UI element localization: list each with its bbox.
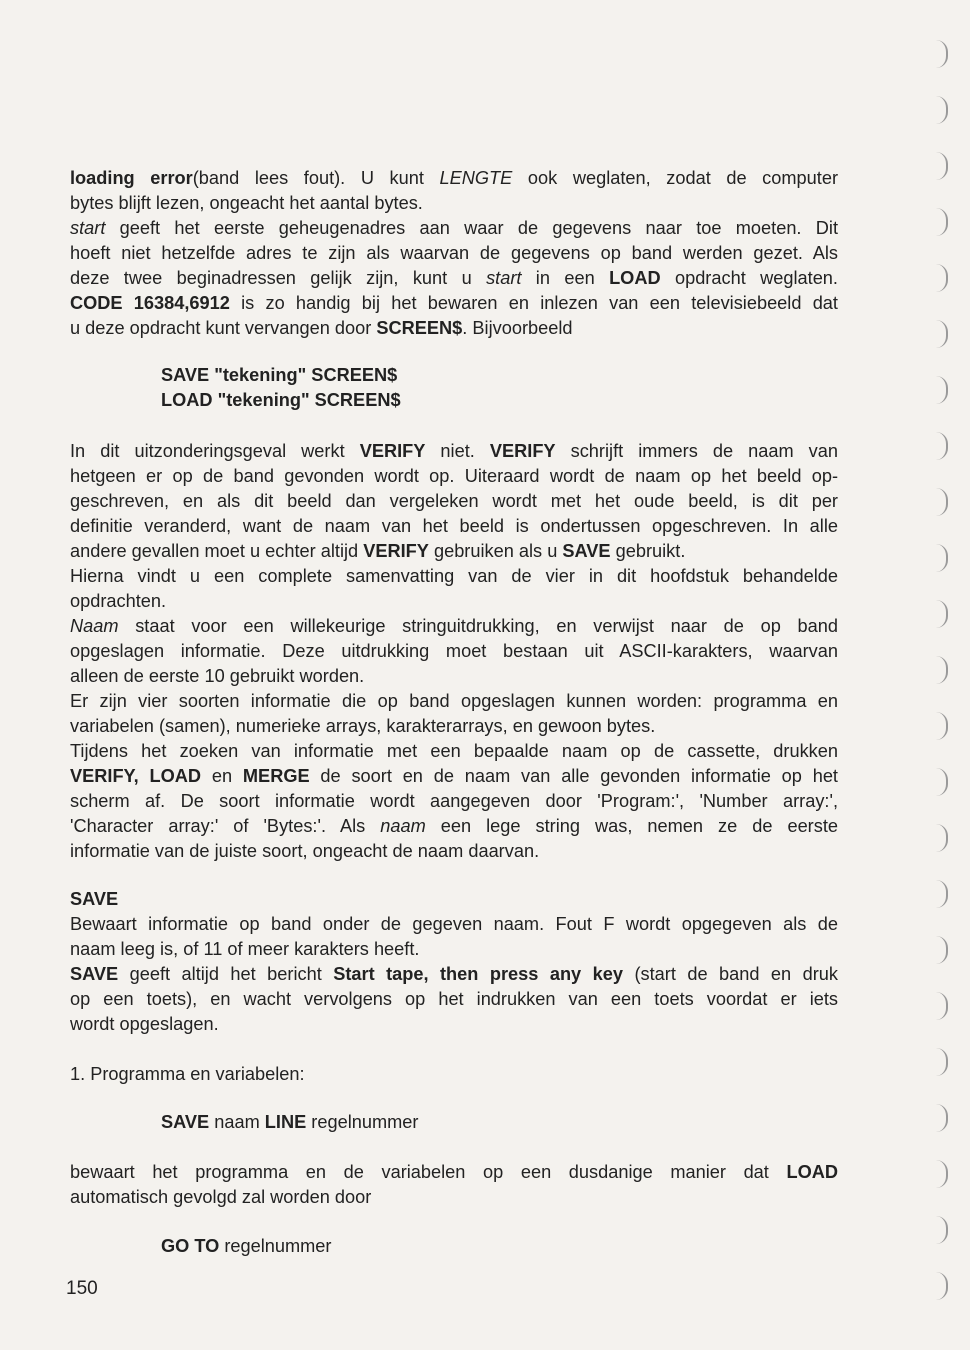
text-span: opdracht weglaten. [660, 268, 838, 288]
text-line [70, 539, 838, 564]
text-span: In dit uitzonderingsgeval werkt [70, 441, 360, 461]
text-span: is zo handig bij het bewaren en inlezen van een televisiebeeld dat [229, 293, 838, 313]
text-line [70, 514, 838, 539]
text-span: ook weglaten, zodat de computer [512, 168, 838, 188]
text-span: naam leeg is, of 11 of meer karakters heeft. [70, 939, 420, 959]
binding-hole [936, 320, 948, 348]
text-span: regelnummer [306, 1112, 419, 1132]
page-number: 150 [66, 1278, 98, 1299]
command-example-line [161, 1234, 761, 1259]
text-span: gebruikt. [610, 541, 686, 561]
bold-keyword: Start tape, then press any key [333, 964, 623, 984]
binding-hole [936, 544, 948, 572]
text-line [70, 266, 838, 291]
text-line [70, 589, 838, 614]
text-span: een lege string was, nemen ze de eerste [425, 816, 839, 836]
italic-term: start [70, 218, 106, 238]
text-line [70, 839, 838, 864]
text-line [70, 216, 838, 241]
bold-keyword: VERIFY [489, 441, 556, 461]
text-line [70, 912, 838, 937]
text-span: Er zijn vier soorten informatie die op band opgeslagen kunnen worden: programma en [70, 691, 838, 711]
binding-hole [936, 1160, 948, 1188]
text-line [70, 1062, 838, 1087]
text-span: 'Character array:' of 'Bytes:'. Als [70, 816, 381, 836]
text-line [70, 241, 838, 266]
text-line [70, 291, 838, 316]
text-span: hetgeen er op de band gevonden wordt op. Uiteraard wordt de naam op het beeld op- [70, 466, 838, 486]
text-span: regelnummer [219, 1236, 332, 1256]
bold-keyword: SAVE [161, 1112, 210, 1132]
text-line [70, 1012, 838, 1037]
binding-hole [936, 880, 948, 908]
text-span: bytes blijft lezen, ongeacht het aantal bytes. [70, 193, 423, 213]
text-span: scherm af. De soort informatie wordt aangegeven door 'Program:', 'Number array:', [70, 791, 838, 811]
bold-keyword: LOAD [609, 268, 661, 288]
italic-term: Naam [70, 616, 119, 636]
text-span: hoeft niet hetzelfde adres te zijn als waarvan de gegevens op band werden gezet. Als [70, 243, 838, 263]
binding-hole [936, 1216, 948, 1244]
text-line [70, 639, 838, 664]
text-line [70, 316, 838, 341]
bold-keyword: CODE 16384,6912 [70, 293, 230, 313]
text-span: staat voor een willekeurige stringuitdrukking, en verwijst naar de op band [118, 616, 838, 636]
bold-keyword: LINE [264, 1112, 307, 1132]
text-line [70, 887, 838, 912]
italic-term: start [486, 268, 522, 288]
bold-keyword: VERIFY [363, 541, 429, 561]
bold-keyword: VERIFY, LOAD [70, 766, 202, 786]
bold-keyword: SAVE [562, 541, 611, 561]
text-span: 1. Programma en variabelen: [70, 1064, 305, 1084]
text-span: in een [521, 268, 610, 288]
text-span: Tijdens het zoeken van informatie met een bepaalde naam op de cassette, drukken [70, 741, 838, 761]
text-span: wordt opgeslagen. [70, 1014, 219, 1034]
bold-keyword: VERIFY [359, 441, 426, 461]
bold-keyword: SCREEN$ [376, 318, 463, 338]
text-line [70, 439, 838, 464]
text-span: definitie veranderd, want de naam van het beeld is ondertussen opgeschreven. In alle [70, 516, 838, 536]
bold-keyword: LOAD "tekening" SCREEN$ [161, 390, 401, 410]
binding-hole [936, 1272, 948, 1300]
text-line [70, 1160, 838, 1185]
text-line [70, 814, 838, 839]
text-span: en [201, 766, 243, 786]
text-span: andere gevallen moet u echter altijd [70, 541, 364, 561]
text-line [70, 166, 838, 191]
binding-hole [936, 376, 948, 404]
text-span: u deze opdracht kunt vervangen door [70, 318, 377, 338]
text-span: geschreven, en als dit beeld dan vergeleken wordt met het oude beeld, is dit per [70, 491, 838, 511]
bold-keyword: GO TO [161, 1236, 220, 1256]
binding-hole [936, 936, 948, 964]
binding-hole [936, 208, 948, 236]
binding-hole [936, 1104, 948, 1132]
text-span: naam [209, 1112, 265, 1132]
text-line [70, 489, 838, 514]
binding-hole [936, 96, 948, 124]
text-span: . Bijvoorbeeld [462, 318, 573, 338]
text-line [70, 191, 838, 216]
text-span: opgeslagen informatie. Deze uitdrukking moet bestaan uit ASCII-karakters, waarvan [70, 641, 838, 661]
command-example-line [161, 388, 761, 413]
binding-hole [936, 40, 948, 68]
text-line [70, 764, 838, 789]
text-line [70, 962, 838, 987]
binding-hole [936, 992, 948, 1020]
text-line [70, 614, 838, 639]
binding-hole [936, 768, 948, 796]
bold-keyword: SAVE [70, 964, 119, 984]
command-example-line [161, 1110, 761, 1135]
text-span: Hierna vindt u een complete samenvatting van de vier in dit hoofdstuk behandelde [70, 566, 838, 586]
italic-term: naam [380, 816, 426, 836]
text-span: informatie van de juiste soort, ongeacht de naam daarvan. [70, 841, 540, 861]
text-line [70, 564, 838, 589]
text-span: automatisch gevolgd zal worden door [70, 1187, 372, 1207]
binding-holes [924, 40, 948, 1330]
text-span: alleen de eerste 10 gebruikt worden. [70, 666, 365, 686]
text-span: opdrachten. [70, 591, 167, 611]
text-span: (start de band en druk [622, 964, 838, 984]
text-span: gebruiken als u [428, 541, 563, 561]
text-span: geeft altijd het bericht [118, 964, 334, 984]
binding-hole [936, 264, 948, 292]
bold-keyword: LOAD [786, 1162, 838, 1182]
text-line [70, 714, 838, 739]
binding-hole [936, 432, 948, 460]
command-example-line [161, 363, 761, 388]
binding-hole [936, 488, 948, 516]
text-span: de soort en de naam van alle gevonden informatie op het [309, 766, 838, 786]
text-line [70, 464, 838, 489]
text-span: deze twee beginadressen gelijk zijn, kunt u [70, 268, 487, 288]
binding-hole [936, 712, 948, 740]
bold-keyword: SAVE [70, 889, 119, 909]
binding-hole [936, 600, 948, 628]
bold-keyword: MERGE [242, 766, 310, 786]
text-line [70, 739, 838, 764]
text-line [70, 664, 838, 689]
text-line [70, 789, 838, 814]
text-span: Bewaart informatie op band onder de gegeven naam. Fout F wordt opgegeven als de [70, 914, 838, 934]
text-span: niet. [425, 441, 490, 461]
text-span: op een toets), en wacht vervolgens op het indrukken van een toets voordat er iets [70, 989, 838, 1009]
text-line [70, 1185, 838, 1210]
text-span: variabelen (samen), numerieke arrays, karakterarrays, en gewoon bytes. [70, 716, 656, 736]
text-span: geeft het eerste geheugenadres aan waar de gegevens naar toe moeten. Dit [105, 218, 838, 238]
text-span: bewaart het programma en de variabelen op een dusdanige manier dat [70, 1162, 787, 1182]
binding-hole [936, 656, 948, 684]
text-span: schrijft immers de naam van [555, 441, 839, 461]
text-line [70, 689, 838, 714]
binding-hole [936, 1048, 948, 1076]
italic-term: LENGTE [439, 168, 513, 188]
text-span: (band lees fout). U kunt [192, 168, 440, 188]
bold-keyword: SAVE "tekening" SCREEN$ [161, 365, 398, 385]
binding-hole [936, 824, 948, 852]
binding-hole [936, 152, 948, 180]
text-line [70, 937, 838, 962]
text-line [70, 987, 838, 1012]
bold-keyword: loading error [70, 168, 193, 188]
